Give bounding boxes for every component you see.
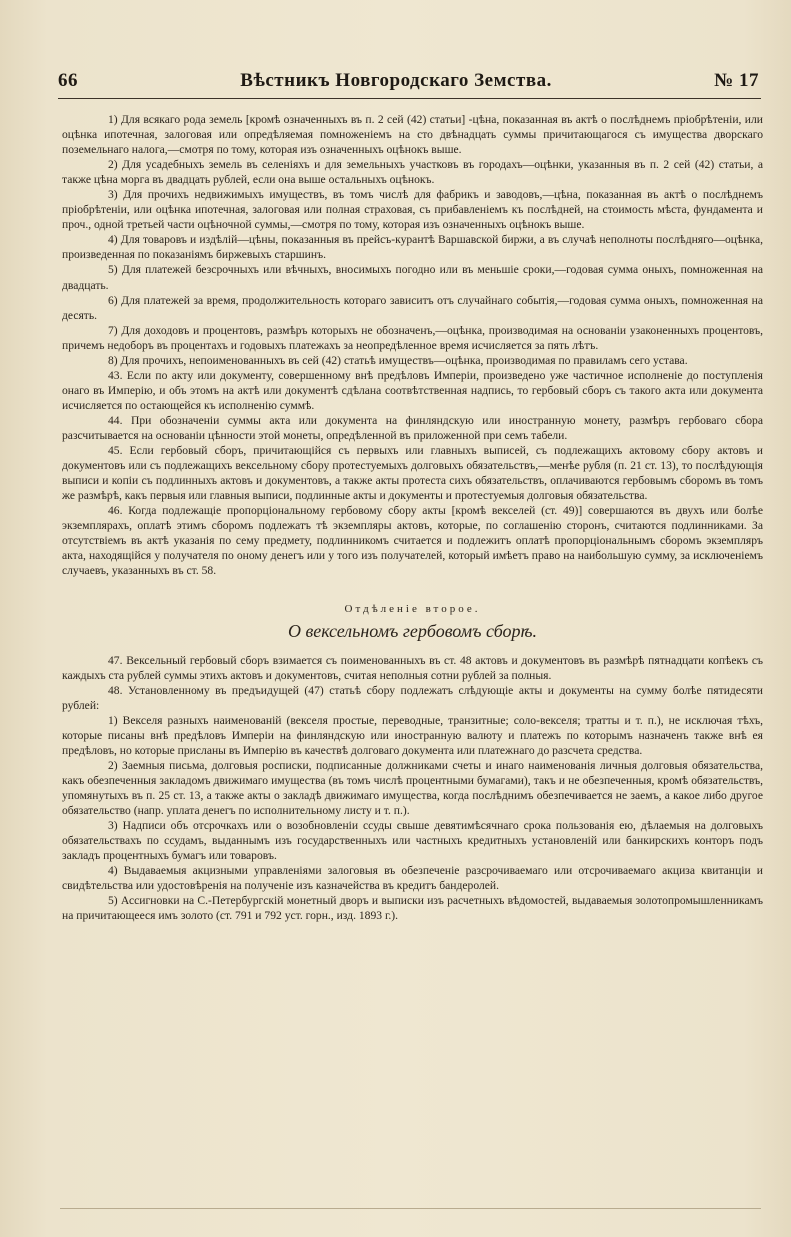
section-heading: Отдѣленіе второе. (344, 603, 481, 616)
paragraph: 47. Вексельный гербовый сборъ взимается съ поименованныхъ въ ст. 48 актовъ и документовъ въ размѣрѣ пятнадцати копѣекъ съ каждыхъ ста рублей суммы этихъ актовъ и документовъ, считая неполныя сотни рублей за полныя. (62, 653, 763, 682)
paragraph: 44. При обозначеніи суммы акта или документа на финляндскую или иностранную монету, размѣръ гербоваго сбора разсчитывается на основаніи цѣнности этой монеты, опредѣленной въ приложенной при семъ табели. (62, 413, 763, 442)
body-text (62, 112, 763, 923)
paragraph: 8) Для прочихъ, непоименованныхъ въ сей (42) статьѣ имуществъ—оцѣнка, производимая по правиламъ сего устава. (108, 353, 688, 367)
paragraph: 3) Надписи объ отсрочкахъ или о возобновленіи ссуды свыше девятимѣсячнаго срока пользованія ею, дѣлаемыя на долговыхъ обязательствахъ по ссудамъ, выданнымъ изъ государственныхъ или частныхъ кредитныхъ установленій или банкирскихъ конторъ подъ закладъ процентныхъ бумагъ или товаровъ. (62, 819, 763, 863)
paragraph: 7) Для доходовъ и процентовъ, размѣръ которыхъ не обозначенъ,—оцѣнка, производимая на основаніи узаконенныхъ процентовъ, причемъ недоборъ въ процентахъ и годовыхъ платежахъ за неопредѣленное время исчисляется за пять лѣтъ. (62, 323, 763, 352)
paragraph: 2) Для усадебныхъ земель въ селеніяхъ и для земельныхъ участковъ въ городахъ—оцѣнки, указанныя въ п. 2 сей (42) статьи, а также цѣна морга въ двадцать рублей, если она выше остальныхъ оцѣнокъ. (62, 158, 763, 187)
paragraph: 1) Для всякаго рода земель [кромѣ означенныхъ въ п. 2 сей (42) статьи] -цѣна, показанная въ актѣ о послѣднемъ пріобрѣтеніи, или оцѣнка ипотечная, залоговая или опредѣляемая помноженіемъ на сто двѣнадцать суммы причитающагося съ имущества дворскаго поземельнаго налога,—смотря по тому, которая изъ означенныхъ оцѣнокъ выше. (62, 113, 763, 157)
running-header (58, 66, 759, 96)
paragraph: 4) Для товаровъ и издѣлій—цѣны, показанныя въ прейсъ-курантѣ Варшавской биржи, а въ случаѣ неполноты послѣдняго—оцѣнка, произведенная по показаніямъ биржевыхъ старшинъ. (62, 233, 763, 262)
paragraph: 5) Ассигновки на С.-Петербургскій монетный дворъ и выписки изъ расчетныхъ вѣдомостей, выдаваемыя золотопромышленникамъ на причитающееся имъ золото (ст. 791 и 792 уст. горн., изд. 1893 г.). (62, 894, 763, 923)
paragraph: 43. Если по акту или документу, совершенному внѣ предѣловъ Имперіи, произведено уже частичное исполненіе до поступленія онаго въ Имперію, и объ этомъ на актѣ или документѣ сдѣлана соотвѣтственная надпись, то гербовый сборъ съ такого акта или документа исчисляется по остающейся къ исполненію суммѣ. (62, 368, 763, 412)
paragraph: 45. Если гербовый сборъ, причитающійся съ первыхъ или главныхъ выписей, съ подлежащихъ актовому сбору актовъ и документовъ или съ подлежащихъ вексельному сбору протестуемыхъ долговыхъ обязательствъ,—менѣе рубля (п. 21 ст. 13), то послѣдующія выписи и копіи съ подлинныхъ актовъ и документовъ, а также акты протеста сихъ обязательствъ, оплачиваются гербовымъ сборомъ въ томъ же размѣрѣ, какъ первыя или главныя выписи, подлинные акты и документы и протестуемыя долговыя обязательства. (62, 444, 763, 503)
paragraph: 48. Установленному въ предъидущей (47) статьѣ сбору подлежатъ слѣдующіе акты и документы на сумму болѣе пятидесяти рублей: (62, 683, 763, 712)
section-title: О вексельномъ гербовомъ сборѣ. (287, 620, 538, 641)
paragraph: 4) Выдаваемыя акцизными управленіями залоговыя въ обезпеченіе разсрочиваемаго или отсрочиваемаго акциза квитанціи и свидѣтельства или удостовѣренія на полученіе изъ казначейства въ кредитъ бандеролей. (62, 864, 763, 893)
paragraph: 46. Когда подлежащіе пропорціональному гербовому сбору акты [кромѣ векселей (ст. 49)] совершаются въ двухъ или болѣе экземплярахъ, оплатѣ этимъ сборомъ подлежатъ тѣ экземпляры актовъ, которые, по соглашенію сторонъ, считаются подлинниками. За отсутствіемъ въ актѣ указанія по сему предмету, подлинникомъ считается и подлежитъ оплатѣ пропорціональнымъ сборомъ экземпляръ акта, находящійся у получателя по оному денегъ или у того изъ получателей, который имѣетъ право на наибольшую сумму, за исключеніемъ случаевъ, указанныхъ въ ст. 58. (62, 504, 763, 578)
journal-title: Вѣстникъ Новгородскаго Земства. (240, 70, 552, 91)
page-number: 66 (58, 70, 78, 91)
paragraph: 2) Заемныя письма, долговыя росписки, подписанные должниками счеты и инаго наименованія личныя долговыя обязательства, какъ обезпеченныя закладомъ движимаго имущества (въ томъ числѣ процентными бумагами), такъ и не обезпеченныя, кромѣ обязательствъ, упомянутыхъ въ п. 25 ст. 13, а также акты о закладѣ движимаго имущества, когда послѣднимъ обезпечивается не заемъ, а какое либо другое обязательство (напр. уплата денегъ по исполнительному листу и т. п.). (62, 758, 763, 818)
header-rule (58, 98, 761, 99)
paragraph: 6) Для платежей за время, продолжительность котораго зависитъ отъ случайнаго событія,—годовая сумма оныхъ, помноженная на десять. (62, 293, 763, 322)
issue-number: № 17 (714, 70, 759, 91)
bottom-rule (60, 1208, 761, 1209)
paragraph: 1) Векселя разныхъ наименованій (векселя простые, переводные, транзитные; соло-векселя; тратты и т. п.), не исключая тѣхъ, которые писаны внѣ предѣловъ Имперіи на финляндскую или иностранную валюту и платежъ по которымъ назначенъ также внѣ ея предѣловъ, но которые присланы въ Имперію въ качествѣ долговаго документа или платежнаго до разсчета средства. (62, 713, 763, 757)
paragraph: 5) Для платежей безсрочныхъ или вѣчныхъ, вносимыхъ погодно или въ меньшіе сроки,—годовая сумма оныхъ, помноженная на двадцать. (62, 263, 763, 292)
paragraph: 3) Для прочихъ недвижимыхъ имуществъ, въ томъ числѣ для фабрикъ и заводовъ,—цѣна, показанная въ актѣ о послѣднемъ пріобрѣтеніи, или оцѣнка ипотечная, залоговая или полная страховая, съ прибавленіемъ къ послѣдней, на стоимость мѣста, фундамента и проч., одной третьей части оцѣночной суммы,—смотря по тому, которая изъ означенныхъ оцѣнокъ выше. (62, 188, 763, 232)
